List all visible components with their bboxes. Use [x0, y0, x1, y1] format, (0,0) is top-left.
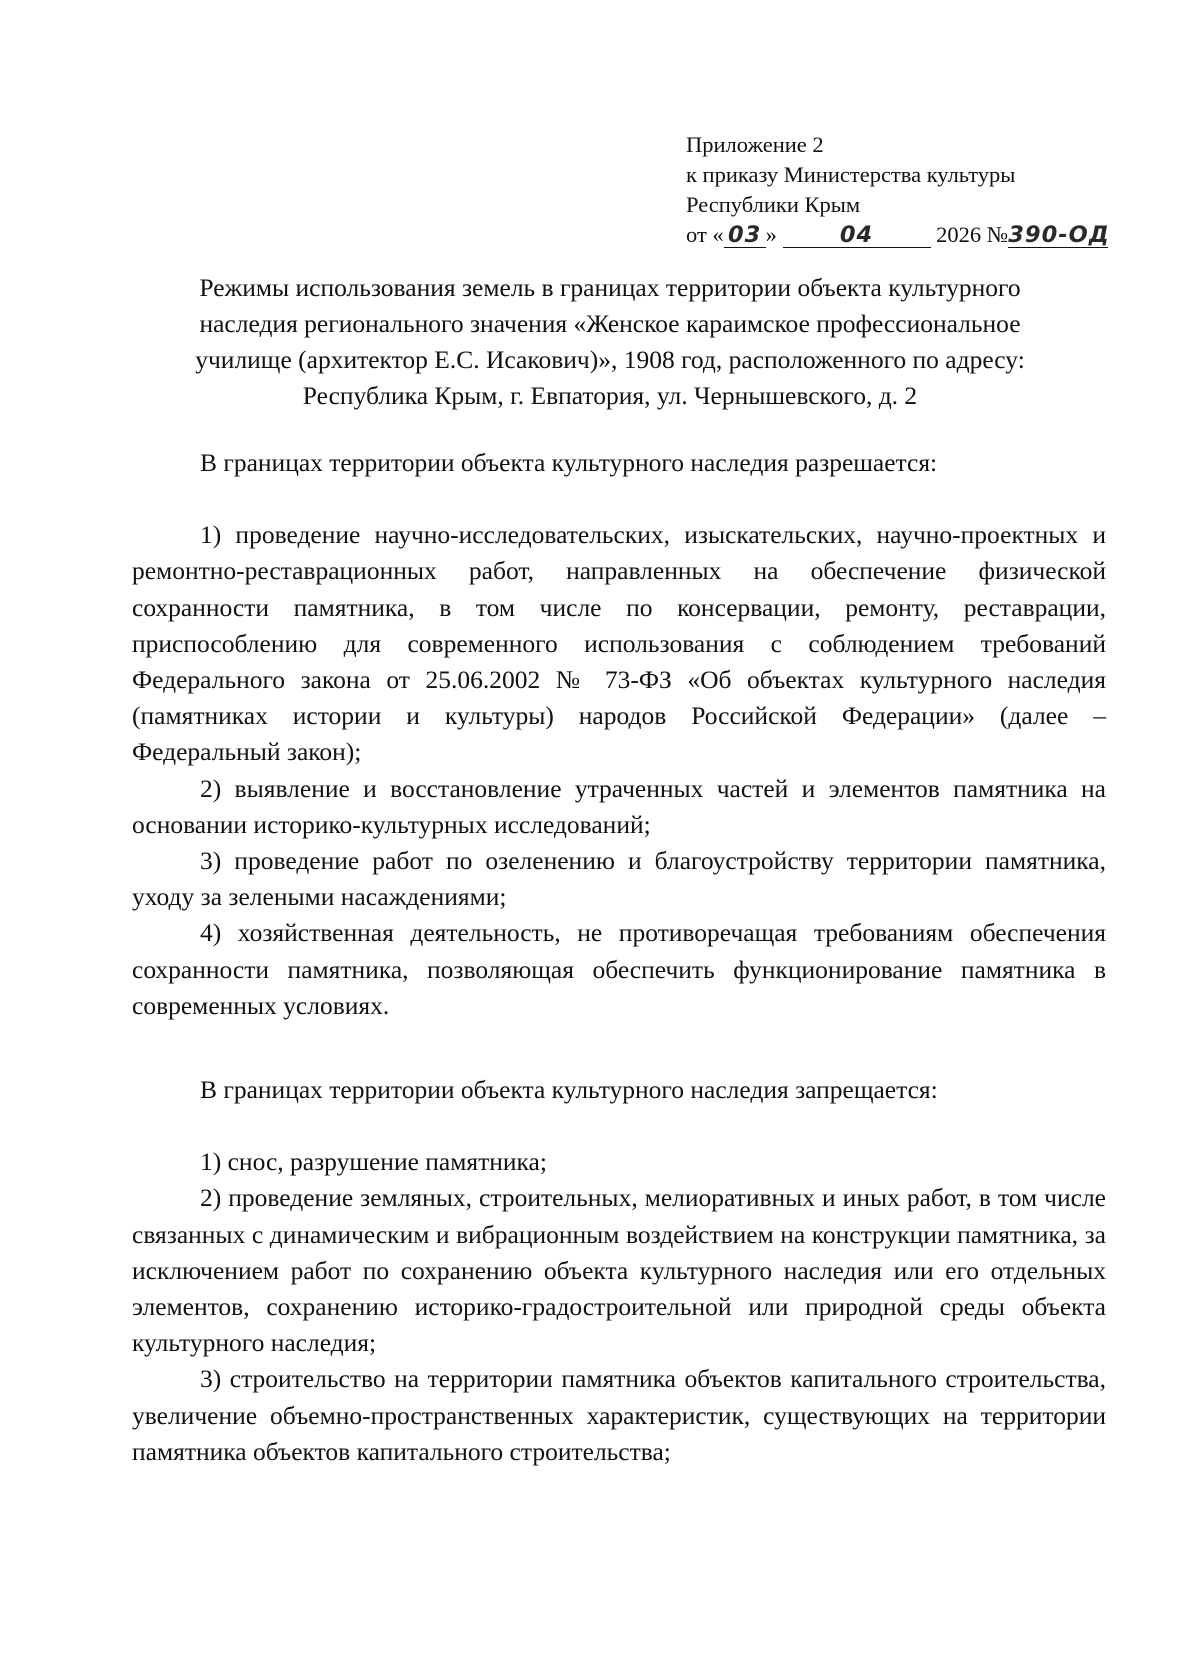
date-prefix: от «: [686, 222, 724, 247]
allowed-item-4: 4) хозяйственная деятельность, не противоречащая требованиям обеспечения сохранности памятника, позволяющая обеспечить функционирование памятника в современных условиях.: [132, 918, 1106, 1020]
title-line-4: Республика Крым, г. Евпатория, ул. Чернышевского, д. 2: [302, 381, 918, 410]
allowed-heading: В границах территории объекта культурного наследия разрешается:: [200, 448, 938, 477]
title-line-1: Режимы использования земель в границах территории объекта культурного: [199, 273, 1021, 302]
handwritten-month: 04: [783, 223, 931, 248]
title-line-2: наследия регионального значения «Женское караимское профессиональное: [199, 309, 1021, 338]
appendix-header: [686, 130, 1108, 250]
order-reference: к приказу Министерства культуры: [686, 162, 1016, 187]
allowed-item-2: 2) выявление и восстановление утраченных частей и элементов памятника на основании историко-культурных исследований;: [132, 773, 1106, 839]
forbidden-item-2: 2) проведение земляных, строительных, мелиоративных и иных работ, в том числе связанных с динамическим и вибрационным воздействием на конструкции памятника, за исключением работ по сохранению объекта культурного наследия или его отдельных элементов, сохранению историко-градостроительной или природной среды объекта культурного наследия;: [132, 1183, 1106, 1358]
year-label: 2026 №: [936, 222, 1009, 247]
appendix-label: Приложение 2: [686, 132, 824, 157]
forbidden-item-3: 3) строительство на территории памятника объектов капитального строительства, увеличение объемно-пространственных характеристик, существующих на территории памятника объектов капитального строительства;: [132, 1364, 1106, 1466]
forbidden-item-1: 1) снос, разрушение памятника;: [200, 1147, 547, 1177]
handwritten-order-number: 390-ОД: [1008, 222, 1110, 248]
date-quote: »: [765, 222, 777, 247]
allowed-item-3: 3) проведение работ по озеленению и благоустройству территории памятника, уходу за зелеными насаждениями;: [132, 846, 1106, 912]
ministry-region: Республики Крым: [686, 192, 861, 217]
handwritten-day: 03: [724, 223, 766, 248]
document-body: [132, 445, 1106, 1470]
forbidden-heading: В границах территории объекта культурного наследия запрещается:: [200, 1075, 938, 1105]
allowed-item-1: 1) проведение научно-исследовательских, изыскательских, научно-проектных и ремонтно-реставрационных работ, направленных на обеспечение физической сохранности памятника, в том числе по консервации, ремонту, реставрации, приспособлению для современного использования с соблюдением требований Федерального закона от 25.06.2002 № 73-ФЗ «Об объектах культурного наследия (памятниках истории и культуры) народов Российской Федерации» (далее – Федеральный закон);: [132, 520, 1106, 767]
document-title: [130, 270, 1090, 414]
title-line-3: училище (архитектор Е.С. Исакович)», 1908 год, расположенного по адресу:: [195, 345, 1025, 374]
order-date-line: [686, 220, 1108, 250]
